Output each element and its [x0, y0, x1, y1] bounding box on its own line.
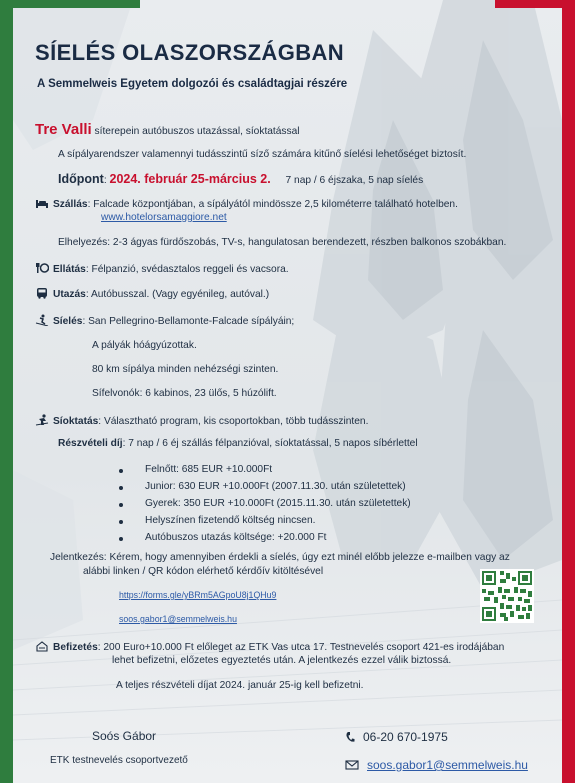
contact-role: ETK testnevelés csoportvezető — [50, 755, 188, 766]
skiing-detail-1: A pályák hóágyúzottak. — [92, 340, 197, 351]
price-item-onsite: Helyszínen fizetendő költség nincsen. — [145, 515, 316, 526]
payment-text-2: lehet befizetni, előzetes egyeztetés után. A jelentkezés ezzel válik biztossá. — [112, 655, 452, 666]
payment-line — [35, 640, 504, 653]
price-item-adult: Felnőtt: 685 EUR +10.000Ft — [145, 464, 273, 475]
envelope-icon — [345, 759, 359, 771]
registration-line-2: alábbi linken / QR kódon elérhető kérdőív kitöltésével — [83, 566, 324, 577]
contact-name: Soós Gábor — [92, 729, 157, 743]
date-colon: : — [103, 175, 110, 186]
bullet — [119, 520, 123, 524]
phone-number[interactable]: 06-20 670-1975 — [363, 730, 448, 744]
payment-text: : 200 Euro+10.000 Ft előleget az ETK Vas utca 17. Testnevelés csoport 421-es irodájában — [97, 642, 505, 653]
skiing-detail-2: 80 km sípálya minden nehézségi szinten. — [92, 364, 279, 375]
bullet — [119, 503, 123, 507]
page-title: SÍELÉS OLASZORSZÁGBAN — [35, 40, 345, 65]
price-item-child: Gyerek: 350 EUR +10.000Ft (2015.11.30. után születettek) — [145, 498, 411, 509]
travel-label: Utazás — [53, 289, 86, 300]
travel-text: : Autóbusszal. (Vagy egyénileg, autóval.) — [85, 289, 270, 300]
intro-rest: síterepein autóbuszos utazással, síoktatással — [91, 126, 300, 137]
room-details: Elhelyezés: 2-3 ágyas fürdőszobás, TV-s, hangulatosan berendezett, részben balkonos szobákban. — [58, 237, 507, 248]
date-line — [58, 172, 423, 186]
meals-text: : Félpanzió, svédasztalos reggeli és vacsora. — [85, 264, 289, 275]
meals-label: Ellátás — [53, 264, 86, 275]
form-link[interactable]: https://forms.gle/yBRm5AGpoU8j1QHu9 — [119, 590, 277, 600]
email-link[interactable]: soos.gabor1@semmelweis.hu — [119, 614, 237, 624]
phone-line — [345, 730, 448, 744]
date-label: Időpont — [58, 172, 104, 186]
registration-line-1: Jelentkezés: Kérem, hogy amennyiben érdekli a síelés, úgy ezt minél előbb jelezze e-mailben vagy az — [50, 552, 510, 563]
skiing-detail-3: Sífelvonók: 6 kabinos, 23 ülős, 5 húzólift. — [92, 388, 277, 399]
travel-line — [35, 287, 269, 300]
qr-code[interactable] — [480, 569, 534, 623]
price-label: Részvételi díj — [58, 438, 123, 449]
ski-lesson-label: Síoktatás — [53, 416, 99, 427]
bullet — [119, 537, 123, 541]
bullet — [119, 469, 123, 473]
accommodation-line — [35, 197, 458, 210]
price-item-junior: Junior: 630 EUR +10.000Ft (2007.11.30. után születettek) — [145, 481, 406, 492]
restaurant-icon — [35, 262, 49, 274]
date-extra: 7 nap / 6 éjszaka, 5 nap síelés — [285, 175, 424, 186]
skiing-line — [35, 314, 294, 327]
ski-lesson-text: : Választható program, kis csoportokban, több tudásszinten. — [98, 416, 369, 427]
bus-icon — [35, 287, 49, 299]
email-line — [345, 758, 528, 772]
accommodation-text: : Falcade központjában, a sípályától mindössze 2,5 kilométerre található hotelben. — [87, 199, 458, 210]
payment-label: Befizetés — [53, 642, 98, 653]
phone-icon — [345, 731, 355, 743]
skiing-label: Síelés — [53, 316, 83, 327]
intro-line — [35, 121, 300, 138]
contact-email[interactable]: soos.gabor1@semmelweis.hu — [367, 758, 528, 772]
price-text: : 7 nap / 6 éj szállás félpanzióval, síoktatással, 5 napos síbérlettel — [122, 438, 418, 449]
ski-lesson-icon — [35, 414, 49, 426]
date-value: 2024. február 25-március 2. — [109, 172, 271, 186]
price-item-bus: Autóbuszos utazás költsége: +20.000 Ft — [145, 532, 327, 543]
skiing-text: : San Pellegrino-Bellamonte-Falcade sípályáin; — [82, 316, 295, 327]
resort-name: Tre Valli — [35, 121, 92, 138]
skier-icon — [35, 314, 49, 326]
page-subtitle: A Semmelweis Egyetem dolgozói és családtagjai részére — [37, 78, 348, 90]
hotel-link[interactable]: www.hotelorsamaggiore.net — [101, 212, 227, 223]
price-line — [58, 438, 418, 449]
payment-deadline: A teljes részvételi díjat 2024. január 25-ig kell befizetni. — [116, 680, 364, 691]
ski-lesson-line — [35, 414, 368, 427]
payment-icon — [35, 640, 49, 652]
meals-line — [35, 262, 289, 275]
bed-icon — [35, 197, 49, 209]
intro-description: A sípályarendszer valamennyi tudásszintű síző számára kitűnő síelési lehetőséget biztosít. — [58, 149, 467, 160]
bullet — [119, 486, 123, 490]
accommodation-label: Szállás — [53, 199, 88, 210]
